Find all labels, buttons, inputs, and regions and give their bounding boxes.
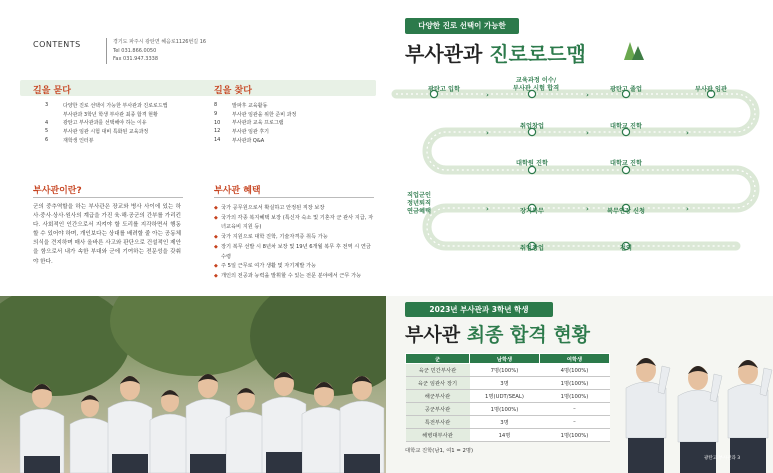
benefit-item	[214, 233, 374, 243]
table-cell: 해군부사관	[406, 390, 470, 403]
toc-text: 부사관 임관 후기	[232, 128, 269, 135]
toc-text: 부사관과 3학년 학생 부사관 최종 합격 현황	[63, 111, 158, 118]
found-way-title: 길을 찾다	[214, 86, 252, 96]
toc-num: 14	[214, 137, 221, 144]
road-label-job-2: 취업창업	[520, 245, 544, 252]
toc-num: 5	[45, 128, 49, 135]
table-row	[406, 364, 610, 377]
students-illustration	[0, 296, 386, 473]
roadmap-title-black: 부사관과	[405, 42, 483, 66]
toc-text: 다양한 진로 선택이 가능한 부사관과 진로로드맵	[63, 102, 168, 109]
what-is-title: 부사관이란?	[33, 186, 82, 196]
svg-text:›: ›	[586, 205, 589, 213]
toc-item[interactable]	[45, 136, 168, 145]
toc-num: 8	[214, 102, 218, 109]
bullet-icon: ◆	[214, 205, 218, 211]
table-cell: 4명(100%)	[540, 364, 610, 377]
results-title-black: 부사관	[405, 324, 461, 346]
toc-item[interactable]	[45, 110, 168, 119]
benefit-text: 주 5일 근무로 여가 생활 및 자기계발 가능	[221, 263, 317, 270]
table-cell: 육군 임관사 장기	[406, 377, 470, 390]
what-is-text: 군의 중추역할을 하는 부사관은 장교와 병사 사이에 있는 하사·중사·상사·원사의 계급을 가진 육·해·공군의 간부를 가리킨다. 사회적인 인간으로서 지켜야 할 도리를 지각하면서 행동할 수 있어야 하며, 개인보다는 상대를 배려할 줄 아는 공동체 의식을 견지하며 매사 올바른 사고와 판단으로 건설적인 제안을 함으로서 내가 속한 부대와 군에 기여하는 전문성을 갖춰야 한다.	[33, 204, 181, 265]
toc-text: 부사관과 교육 프로그램	[232, 120, 284, 127]
table-cell: 1명(100%)	[540, 429, 610, 442]
benefit-item	[214, 214, 374, 233]
benefits-title: 부사관 혜택	[214, 186, 261, 196]
table-cell: 7명(100%)	[470, 364, 540, 377]
roadmap-title	[405, 38, 586, 67]
table-row	[406, 416, 610, 429]
find-way-title: 길을 묻다	[33, 86, 71, 96]
benefit-item	[214, 272, 374, 282]
find-way-list	[45, 101, 168, 144]
results-title-green: 최종 합격 현황	[466, 324, 591, 346]
roadmap-pill: 다양한 진로 선택이 가능한	[405, 18, 519, 34]
svg-text:›: ›	[686, 205, 689, 213]
toc-text: 재학생 인터뷰	[63, 137, 94, 144]
toc-num: 6	[45, 137, 49, 144]
svg-text:›: ›	[586, 91, 589, 99]
toc-item[interactable]	[214, 110, 296, 119]
table-row	[406, 377, 610, 390]
benefit-item	[214, 204, 374, 214]
toc-item[interactable]	[214, 136, 296, 145]
benefit-item	[214, 262, 374, 272]
table-cell: 14명	[470, 429, 540, 442]
table-row	[406, 403, 610, 416]
benefit-text: 국가 공무원으로서 확실하고 안정된 직장 보장	[221, 205, 325, 211]
benefit-text: 국가의 각종 복지혜택 보장 (특신자 숙소 및 기혼자 군 관사 지급, 자녀교육비 지원 등)	[221, 214, 374, 231]
roadmap-path	[386, 80, 773, 280]
table-row	[406, 390, 610, 403]
toc-text: 광탄고 부사관과를 선택해야 하는 이유	[63, 120, 147, 127]
road-label-commission: 부사관 임관	[694, 86, 728, 93]
table-header-row	[406, 354, 610, 364]
address-line: 경기도 파주시 광탄면 혜음로1126번길 16	[113, 39, 207, 45]
tel-line: Tel 031.866.0050	[113, 47, 157, 54]
table-cell: –	[540, 416, 610, 429]
saluting-students-illustration	[618, 330, 773, 473]
benefit-text: 국가 지원으로 대학 진학, 기술자격증 취득 가능	[221, 234, 328, 241]
divider	[33, 197, 183, 198]
road-label-college-2: 대학교 진학	[609, 160, 643, 167]
results-note: 대학교 진학(남1, 여1 = 2명)	[405, 448, 474, 454]
toc-num: 4	[45, 119, 49, 126]
column-header: 남학생	[470, 354, 540, 364]
found-way-list	[214, 101, 296, 144]
table-cell: 공군부사관	[406, 403, 470, 416]
table-row	[406, 429, 610, 442]
road-label-graduation: 광탄고 졸업	[609, 86, 643, 93]
svg-text:›: ›	[686, 129, 689, 137]
bullet-icon: ◆	[214, 263, 218, 270]
toc-num: 10	[214, 119, 221, 126]
contents-address	[106, 38, 206, 64]
table-cell: 3명	[470, 377, 540, 390]
benefit-text: 장기 복무 선발 시 8년차 보장 및 19년 6개월 복무 후 전역 시 연금 수령	[221, 243, 371, 260]
road-label-college: 대학교 진학	[609, 123, 643, 130]
table-cell: 1명(100%)	[540, 390, 610, 403]
benefit-item	[214, 243, 374, 262]
road-label-retire: 직업군인 정년퇴직 연금혜택	[407, 192, 431, 215]
table-cell: 1명(100%)	[470, 403, 540, 416]
toc-item[interactable]	[214, 101, 296, 110]
table-cell: 1명(100%)	[540, 377, 610, 390]
toc-text: 부사관 임관을 위한 준비 과정	[232, 111, 297, 118]
table-cell: 특전부사관	[406, 416, 470, 429]
svg-text:›: ›	[486, 91, 489, 99]
road-label-admission: 광탄고 입학	[427, 86, 461, 93]
table-cell: –	[540, 403, 610, 416]
road-label-discharge: 전역	[620, 245, 632, 252]
road-label-extension: 복무연장 신청	[606, 208, 646, 215]
toc-item[interactable]	[45, 127, 168, 136]
toc-text: 부사관과 Q&A	[232, 137, 265, 144]
bullet-icon: ◆	[214, 214, 218, 221]
page-footer: 광탄고 부사관과 3	[704, 456, 741, 461]
benefit-text: 개인의 전공과 능력을 발휘할 수 있는 전문 분야에서 근무 가능	[221, 272, 362, 279]
contents-title: CONTENTS	[33, 40, 81, 49]
table-cell: 3명	[470, 416, 540, 429]
tree-logo-icon	[618, 38, 646, 60]
toc-item[interactable]	[214, 118, 296, 127]
results-pill: 2023년 부사관과 3학년 학생	[405, 302, 553, 317]
toc-num: 9	[214, 111, 218, 118]
toc-item[interactable]	[45, 118, 168, 127]
toc-item[interactable]	[45, 101, 168, 110]
toc-item[interactable]	[214, 127, 296, 136]
column-header: 군	[406, 354, 470, 364]
table-cell: 1명(UDT/SEAL)	[470, 390, 540, 403]
results-title	[405, 320, 590, 347]
table-cell: 해병대부사관	[406, 429, 470, 442]
divider	[214, 197, 374, 198]
road-label-long-service: 장기복무	[520, 208, 544, 215]
benefits-list	[214, 204, 374, 282]
fax-line: Fax 031.947.3338	[113, 56, 159, 62]
bullet-icon: ◆	[214, 243, 218, 250]
left-page	[0, 0, 386, 473]
road-label-pass: 교육과정 이수/ 부사관 시험 합격	[512, 77, 560, 92]
road-label-grad-school: 대학원 진학	[515, 160, 549, 167]
column-header: 여학생	[540, 354, 610, 364]
svg-text:›: ›	[586, 129, 589, 137]
road-label-job: 취업창업	[520, 123, 544, 130]
results-table	[405, 353, 610, 442]
toc-text: 발파후 교육활동	[232, 102, 268, 109]
toc-num: 3	[45, 102, 49, 109]
table-cell: 육군 민간부사관	[406, 364, 470, 377]
bullet-icon: ◆	[214, 272, 218, 279]
svg-text:›: ›	[486, 205, 489, 213]
toc-text: 부사관 임관 시험 대비 특화된 교육과정	[63, 128, 149, 135]
bullet-icon: ◆	[214, 234, 218, 241]
toc-num: 12	[214, 128, 221, 135]
roadmap-title-green: 진로로드맵	[489, 42, 586, 66]
group-photo	[0, 296, 386, 473]
svg-text:›: ›	[486, 129, 489, 137]
